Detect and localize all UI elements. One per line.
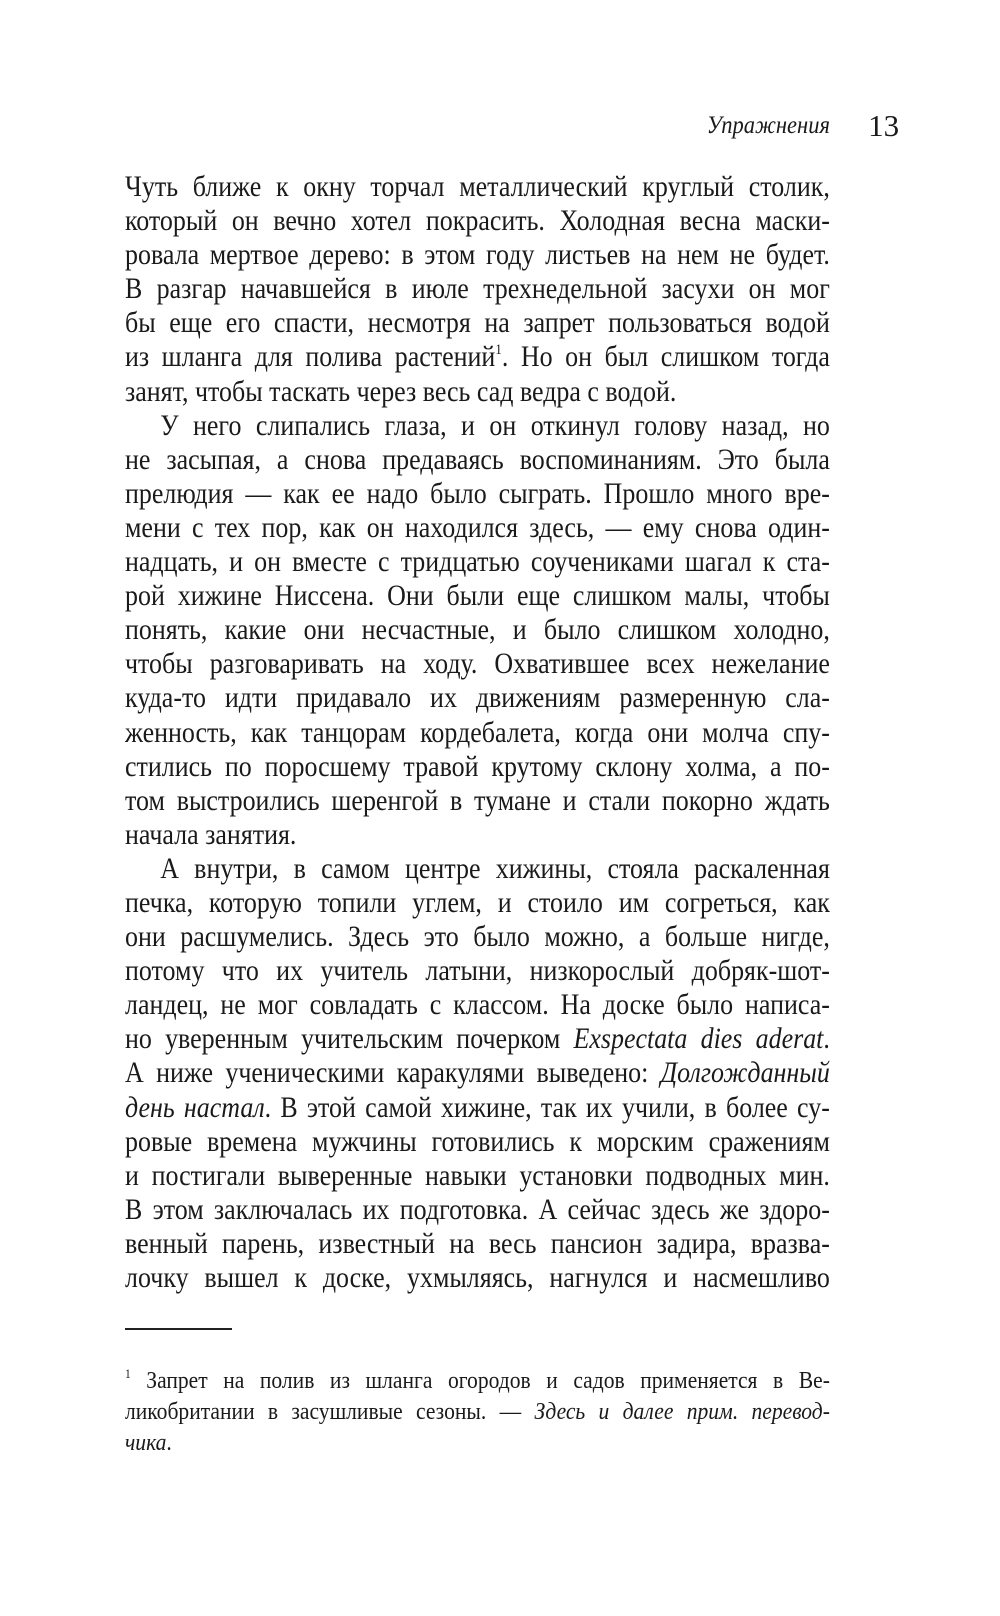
text-line	[125, 784, 830, 818]
text-line	[125, 716, 830, 750]
text-segment: не засыпая, а снова предаваясь воспоминаниям. Это была	[125, 443, 830, 476]
text-segment: . Но он был слишком тогда	[501, 341, 830, 374]
text-line	[125, 306, 830, 340]
text-line	[125, 477, 830, 511]
footnote	[125, 1365, 830, 1458]
italic-text: чика	[125, 1429, 167, 1456]
text-line	[125, 647, 830, 681]
text-segment: куда-то идти придавало их движениям размеренную сла-	[125, 682, 830, 715]
text-line	[125, 886, 830, 920]
text-line	[125, 1261, 830, 1295]
text-line	[125, 681, 830, 715]
footnote-marker: 1	[125, 1366, 131, 1381]
text-line	[125, 1193, 830, 1227]
text-segment: который он вечно хотел покрасить. Холодная весна маски-	[125, 205, 830, 238]
text-line	[125, 409, 830, 443]
footnote-line	[125, 1365, 830, 1396]
text-line	[125, 1056, 830, 1090]
text-line	[125, 1159, 830, 1193]
text-segment: венный парень, известный на весь пансион задира, вразва-	[125, 1227, 830, 1260]
text-segment: занят, чтобы таскать через весь сад ведра с водой.	[125, 375, 677, 408]
text-segment: Запрет на полив из шланга огородов и садов применяется в Ве-	[130, 1367, 830, 1394]
text-segment: рой хижине Ниссена. Они были еще слишком малы, чтобы	[125, 580, 830, 613]
text-segment: Чуть ближе к окну торчал металлический круглый столик,	[125, 171, 830, 203]
footnote-line	[125, 1427, 830, 1458]
text-segment: чтобы разговаривать на ходу. Охватившее всех нежелание	[125, 648, 830, 681]
text-segment: женность, как танцорам кордебалета, когда они молча спу-	[125, 716, 830, 749]
text-line	[125, 1022, 830, 1056]
paragraph	[125, 852, 830, 1295]
text-line	[125, 920, 830, 954]
text-segment: понять, какие они несчастные, и было слишком холодно,	[125, 614, 830, 647]
text-segment: .	[823, 1023, 830, 1056]
text-segment: ровала мертвое дерево: в этом году листьев на нем не будет.	[125, 239, 830, 272]
text-line	[125, 613, 830, 647]
text-line	[125, 579, 830, 613]
text-line	[125, 750, 830, 784]
text-segment: но уверенным учительским почерком	[125, 1023, 574, 1056]
text-line	[125, 1227, 830, 1261]
footnote-divider	[125, 1328, 232, 1330]
text-line	[125, 988, 830, 1022]
paragraph	[125, 170, 830, 409]
italic-text: день настал	[125, 1091, 265, 1124]
text-line	[125, 204, 830, 238]
text-segment: том выстроились шеренгой в тумане и стали покорно ждать	[125, 784, 830, 817]
footnotes	[125, 1365, 830, 1458]
text-line	[125, 852, 830, 886]
text-line	[125, 954, 830, 988]
text-line	[125, 170, 830, 204]
text-line	[125, 818, 830, 852]
text-segment: В этом заключалась их подготовка. А сейчас здесь же здоро-	[125, 1193, 830, 1226]
text-line	[125, 443, 830, 477]
text-line	[125, 1125, 830, 1159]
text-segment: начала занятия.	[125, 818, 297, 851]
footnote-line	[125, 1396, 830, 1427]
text-segment: они расшумелись. Здесь это было можно, а больше нигде,	[125, 921, 830, 954]
text-segment: мени с тех пор, как он находился здесь, — ему снова один-	[125, 511, 830, 544]
text-segment: А внутри, в самом центре хижины, стояла раскаленная	[160, 852, 830, 885]
text-line	[125, 238, 830, 272]
italic-text: Долгожданный	[660, 1057, 830, 1090]
text-segment: лочку вышел к доске, ухмыляясь, нагнулся и насмешливо	[125, 1262, 830, 1294]
italic-text: Exspectata dies aderat	[573, 1023, 824, 1056]
main-text	[125, 170, 830, 1295]
text-line	[125, 340, 830, 374]
page-number: 13	[868, 108, 900, 143]
text-segment: потому что их учитель латыни, низкорослый добряк-шот-	[125, 955, 830, 988]
text-segment: А ниже ученическими каракулями выведено:	[125, 1057, 661, 1090]
running-header	[693, 108, 900, 143]
text-line	[125, 511, 830, 545]
text-line	[125, 375, 830, 409]
text-segment: бы еще его спасти, несмотря на запрет пользоваться водой	[125, 307, 830, 340]
text-segment: прелюдия — как ее надо было сыграть. Прошло много вре-	[125, 477, 830, 510]
text-segment: ландец, не мог совладать с классом. На доске было написа-	[125, 989, 830, 1022]
italic-text: Здесь и далее прим. перевод-	[534, 1398, 830, 1425]
text-segment: В разгар начавшейся в июле трехнедельной засухи он мог	[125, 273, 830, 306]
text-segment: У него слипались глаза, и он откинул голову назад, но	[160, 409, 830, 442]
text-segment: надцать, и он вместе с тридцатью соучениками шагал к ста-	[125, 546, 830, 579]
text-segment: печка, которую топили углем, и стоило им согреться, как	[125, 886, 830, 919]
text-segment: . В этой самой хижине, так их учили, в более су-	[264, 1091, 830, 1124]
text-segment: из шланга для полива растений	[125, 341, 496, 374]
text-line	[125, 272, 830, 306]
text-line	[125, 1091, 830, 1125]
text-segment: .	[166, 1429, 172, 1456]
text-line	[125, 545, 830, 579]
text-segment: и постигали выверенные навыки установки подводных мин.	[125, 1159, 830, 1192]
text-segment: ровые времена мужчины готовились к морским сражениям	[125, 1125, 830, 1158]
text-segment: ликобритании в засушливые сезоны. —	[125, 1398, 535, 1425]
paragraph	[125, 409, 830, 852]
running-title: Упражнения	[706, 112, 830, 139]
text-segment: стились по поросшему травой крутому склону холма, а по-	[125, 750, 830, 783]
footnote-marker: 1	[495, 342, 502, 359]
